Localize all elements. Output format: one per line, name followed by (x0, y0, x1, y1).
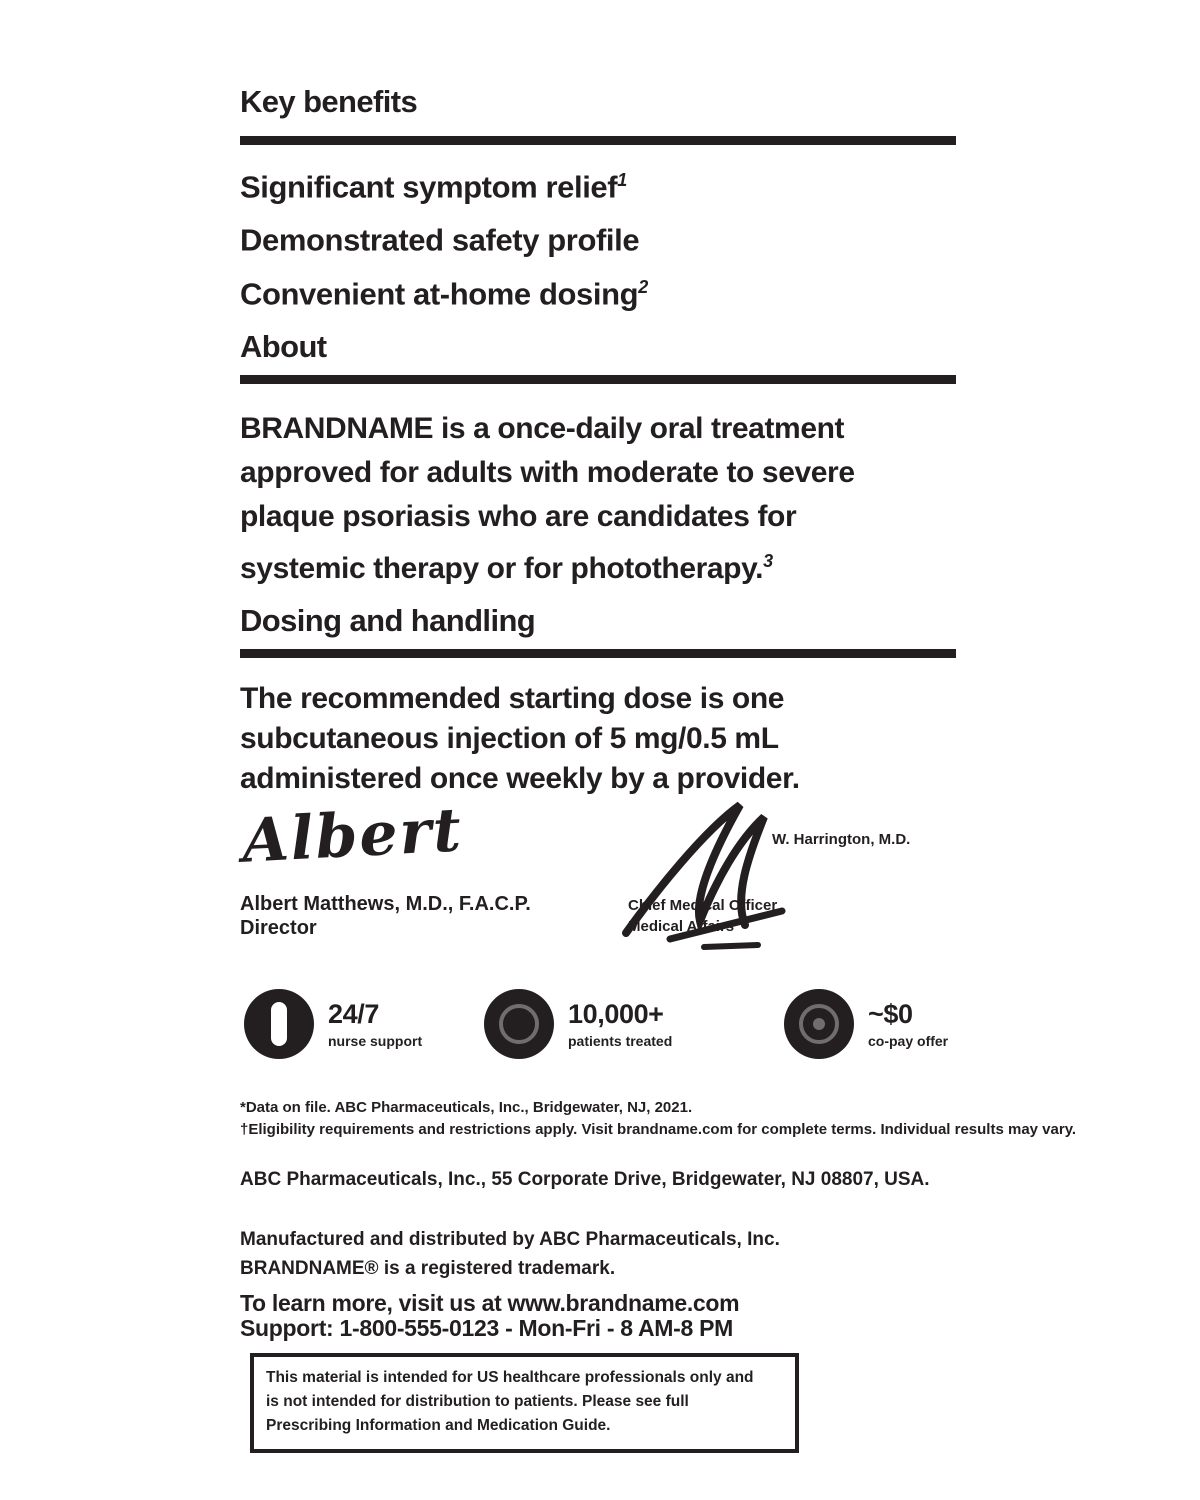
benefits-heading: Key benefits (240, 84, 418, 119)
stat-caption: nurse support (328, 1032, 423, 1049)
cosigner-title: Chief Medical Officer (628, 896, 778, 914)
target-icon (784, 989, 854, 1059)
about-paragraph-line: plaque psoriasis who are candidates for (240, 499, 797, 533)
footnote-line: *Data on file. ABC Pharmaceuticals, Inc., Bridgewater, NJ, 2021. (240, 1098, 693, 1116)
stat-text (568, 999, 672, 1049)
benefit-item (240, 157, 956, 210)
phone-line: Support: 1-800-555-0123 - Mon-Fri - 8 AM-8 PM (240, 1314, 734, 1341)
benefit-item-text: Convenient at-home dosing (240, 275, 639, 311)
stat-item (484, 989, 672, 1059)
stat-text (868, 999, 948, 1049)
signature-script: Albert (240, 795, 465, 877)
stat-caption: co-pay offer (868, 1032, 949, 1049)
disclaimer-box (250, 1353, 799, 1453)
about-paragraph-line: approved for adults with moderate to severe (240, 455, 855, 489)
ring-icon (484, 989, 554, 1059)
top-spacer (240, 0, 956, 84)
dosing-paragraph-line: subcutaneous injection of 5 mg/0.5 mL (240, 721, 779, 755)
reference-mark: 2 (638, 276, 648, 297)
dosing-paragraph-line: The recommended starting dose is one (240, 681, 785, 715)
document-content-column (240, 0, 1077, 1453)
about-heading: About (240, 328, 327, 364)
reference-mark: 1 (617, 170, 627, 190)
stat-value: 24/7 (328, 998, 379, 1029)
disclaimer-line: This material is intended for US healthcare professionals only and (266, 1368, 754, 1386)
reference-mark: 3 (763, 550, 773, 571)
stats-row (240, 989, 956, 1075)
benefit-item-text: Demonstrated safety profile (240, 222, 640, 258)
dosing-heading-rule (240, 649, 956, 658)
stat-value: 10,000+ (568, 998, 664, 1029)
stat-item (244, 989, 422, 1059)
manufacturer-block (240, 1225, 956, 1341)
about-paragraph-line: BRANDNAME is a once-daily oral treatment (240, 411, 845, 445)
target-icon-dot (813, 1018, 825, 1030)
footnotes (240, 1097, 1077, 1141)
cosigner-department: Medical Affairs (628, 917, 735, 935)
about-paragraph-line-text: systemic therapy or for phototherapy. (240, 551, 764, 585)
ring-icon-ring (499, 1004, 539, 1044)
about-heading-rule (240, 375, 956, 384)
disclaimer-line: is not intended for distribution to patients. Please see full (266, 1392, 689, 1410)
capsule-icon-bar (271, 1002, 287, 1046)
signature-block (240, 795, 956, 959)
dosing-heading: Dosing and handling (240, 602, 536, 638)
stat-caption: patients treated (568, 1032, 673, 1049)
disclaimer-line: Prescribing Information and Medication Guide. (266, 1416, 611, 1434)
signer-title: Director (240, 916, 317, 939)
stat-value: ~$0 (868, 998, 913, 1029)
website-line: To learn more, visit us at www.brandname.com (240, 1289, 740, 1316)
dosing-paragraph (240, 679, 956, 799)
about-paragraph (240, 407, 956, 591)
benefit-item-text: Significant symptom relief (240, 169, 618, 205)
benefit-item (240, 264, 956, 317)
benefits-heading-rule (240, 136, 956, 145)
capsule-icon (244, 989, 314, 1059)
signer-name: Albert Matthews, M.D., F.A.C.P. (240, 892, 531, 915)
stat-item (784, 989, 948, 1059)
company-address: ABC Pharmaceuticals, Inc., 55 Corporate Drive, Bridgewater, NJ 08807, USA. (240, 1168, 930, 1190)
trademark-line: BRANDNAME® is a registered trademark. (240, 1257, 616, 1279)
benefit-item (240, 210, 956, 263)
benefits-list (240, 157, 956, 317)
manufacturer-line: Manufactured and distributed by ABC Pharmaceuticals, Inc. (240, 1228, 780, 1250)
about-paragraph-line (240, 539, 956, 591)
dosing-paragraph-line: administered once weekly by a provider. (240, 761, 800, 795)
footnote-line: †Eligibility requirements and restrictions apply. Visit brandname.com for complete terms. Individual results may vary. (240, 1120, 1077, 1138)
cosigner-name: W. Harrington, M.D. (772, 830, 911, 848)
stat-text (328, 999, 422, 1049)
